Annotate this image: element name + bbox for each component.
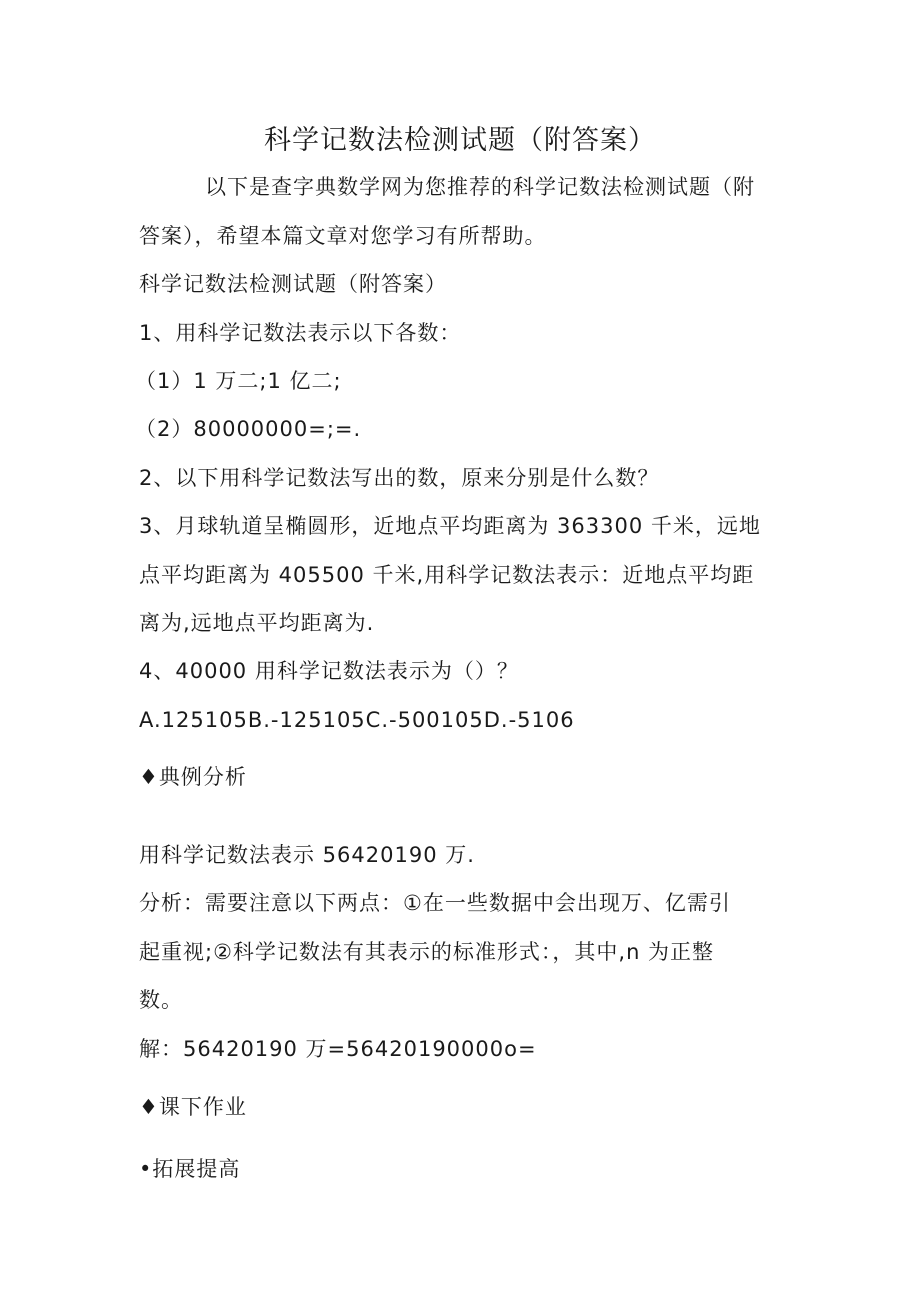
section-extend-heading: •拓展提高	[139, 1157, 241, 1181]
intro-line-1: 以下是查字典数学网为您推荐的科学记数法检测试题（附	[205, 175, 755, 199]
question-2: 2、以下用科学记数法写出的数，原来分别是什么数？	[139, 466, 660, 490]
section-homework-heading: ♦课下作业	[139, 1095, 247, 1119]
document-title: 科学记数法检测试题（附答案）	[264, 125, 656, 156]
analysis-line-3: 数。	[139, 988, 183, 1012]
question-4: 4、40000 用科学记数法表示为（）？	[139, 659, 519, 683]
analysis-line-2: 起重视;②科学记数法有其表示的标准形式：，其中,n 为正整	[139, 940, 715, 964]
intro-line-2: 答案），希望本篇文章对您学习有所帮助。	[139, 224, 547, 248]
question-1-part-2: （2）80000000=;=.	[135, 417, 362, 441]
section-example-heading: ♦典例分析	[139, 765, 247, 789]
question-4-options: A.125105B.-125105C.-500105D.-5106	[139, 708, 575, 732]
question-3-line-2: 点平均距离为 405500 千米,用科学记数法表示：近地点平均距	[139, 563, 755, 587]
solution: 解：56420190 万=56420190000o=	[139, 1037, 537, 1061]
question-1-part-1: （1）1 万二;1 亿二;	[135, 369, 342, 393]
question-3-line-1: 3、月球轨道呈椭圆形，近地点平均距离为 363300 千米，远地	[139, 514, 761, 538]
question-1: 1、用科学记数法表示以下各数：	[139, 321, 462, 345]
analysis-line-1: 分析：需要注意以下两点：①在一些数据中会出现万、亿需引	[139, 891, 731, 915]
question-3-line-3: 离为,远地点平均距离为.	[139, 611, 375, 635]
subtitle: 科学记数法检测试题（附答案）	[139, 272, 447, 296]
example-problem: 用科学记数法表示 56420190 万.	[139, 843, 475, 867]
